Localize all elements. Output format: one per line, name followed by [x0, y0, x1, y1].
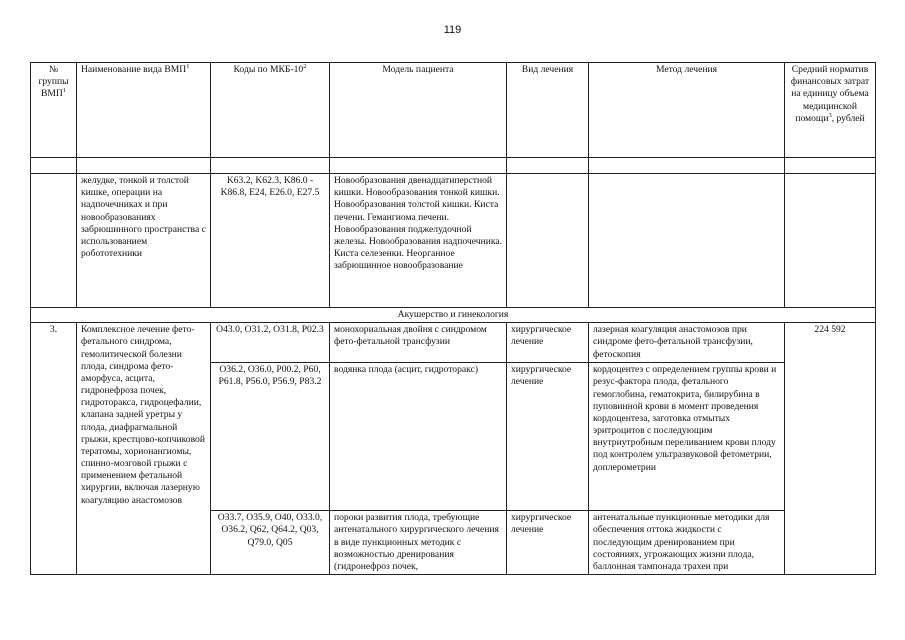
group3-method-3: антенатальные пункционные методики для обеспечения оттока жидкости с последующим дренированием при состояниях, угрожающих жизни плода, баллонная тампонада трахеи при — [589, 511, 785, 575]
group3-treatment-3: хирургическое лечение — [507, 511, 589, 575]
cont-cost — [785, 174, 876, 308]
header-cost-standard: Средний норматив финансовых затрат на единицу объема медицинской помощи$^3$, рублей — [785, 63, 876, 158]
cont-vmp-name: желудке, тонкой и толстой кишке, операции на надпочечниках и при новообразованиях забрюшинного пространства с использованием робототехники — [77, 174, 211, 308]
spacer-row — [31, 158, 876, 174]
group3-row-1 — [31, 323, 876, 363]
header-row — [31, 63, 876, 158]
group3-price: 224 592 — [785, 323, 876, 575]
group3-treatment-1: хирургическое лечение — [507, 323, 589, 363]
group3-number: 3. — [31, 323, 77, 575]
group3-treatment-2: хирургическое лечение — [507, 363, 589, 511]
section-title: Акушерство и гинекология — [31, 308, 876, 323]
continuation-row — [31, 174, 876, 308]
group3-codes-1: O43.0, O31.2, O31.8, P02.3 — [211, 323, 330, 363]
cont-icd-codes: K63.2, K62.3, K86.0 - K86.8, E24, E26.0, E27.5 — [211, 174, 330, 308]
group3-model-1: монохориальная двойня с синдромом фето-фетальной трансфузии — [330, 323, 507, 363]
header-icd-codes: Коды по МКБ-$10^2$ — [211, 63, 330, 158]
group3-method-2: кордоцентез с определением группы крови и резус-фактора плода, фетального гемоглобина, гематокрита, билирубина в пуповинной крови в момент проведения кордоцентеза, заготовка отмытых эритроцитов с последующим внутриутробным переливанием крови плоду под контролем ультразвуковой фетометрии, доплерометрии — [589, 363, 785, 511]
cont-group-number — [31, 174, 77, 308]
group3-model-3: пороки развития плода, требующие антенатального хирургического лечения в виде пункционных методик с возможностью дренирования (гидронефроз почек, — [330, 511, 507, 575]
header-treatment-type: Вид лечения — [507, 63, 589, 158]
group3-vmp-name: Комплексное лечение фето-фетального синдрома, гемолитической болезни плода, синдрома фето-аморфуса, асцита, гидронефроза почек, гидроторакса, гидроцефалии, клапана задней уретры у плода, диафрагмальной грыжи, крестцово-копчиковой тератомы, хорионангиомы, спинно-мозговой грыжи с применением фетальной хирургии, включая лазерную коагуляцию анастомозов — [77, 323, 211, 575]
section-row — [31, 308, 876, 323]
header-group-number: № группы ВМП$^1$ — [31, 63, 77, 158]
group3-model-2: водянка плода (асцит, гидроторакс) — [330, 363, 507, 511]
group3-method-1: лазерная коагуляция анастомозов при синдроме фето-фетальной трансфузии, фетоскопия — [589, 323, 785, 363]
vmp-table — [30, 62, 876, 575]
header-treatment-method: Метод лечения — [589, 63, 785, 158]
cont-treatment-method — [589, 174, 785, 308]
header-patient-model: Модель пациента — [330, 63, 507, 158]
group3-codes-2: O36.2, O36.0, P00.2, P60, P61.8, P56.0, P56.9, P83.2 — [211, 363, 330, 511]
cont-patient-model: Новообразования двенадцатиперстной кишки. Новообразования тонкой кишки. Новообразования толстой кишки. Киста печени. Гемангиома печени. Новообразования поджелудочной железы. Новообразования надпочечника. Киста селезенки. Неорганное забрюшинное новообразование — [330, 174, 507, 308]
page-number: 119 — [443, 24, 462, 36]
header-vmp-name: Наименование вида ВМП$^1$ — [77, 63, 211, 158]
cont-treatment-type — [507, 174, 589, 308]
group3-codes-3: O33.7, O35.9, O40, O33.0, O36.2, Q62, Q64.2, Q03, Q79.0, Q05 — [211, 511, 330, 575]
